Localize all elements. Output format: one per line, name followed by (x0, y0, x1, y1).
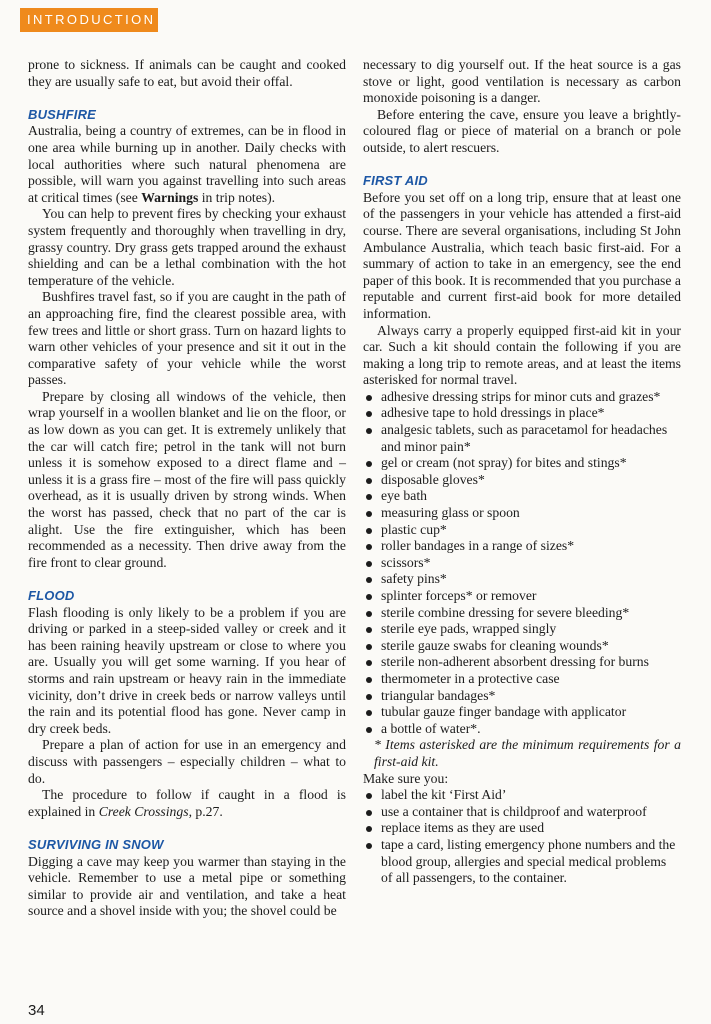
section-header: INTRODUCTION (20, 8, 158, 32)
flood-paragraph-3 (28, 787, 346, 820)
kit-list-item: triangular bandages* (363, 688, 681, 705)
bushfire-paragraph-4: Prepare by closing all windows of the vehicle, then wrap yourself in a woollen blanket and lie on the floor, or as low down as you can get. It is extremely unlikely that the car will catch fire; petrol in the tank will not burn unless it is somehow exposed to a direct flame and – unless it is a grass fire – most of the fire will pass quickly overhead, as it is usually driven by strong winds. When the worst has passed, check that no part of the car is alight. Use the fire extinguisher, which has been recommended as a necessity. Then drive away from the fire front to clear ground. (28, 388, 346, 570)
snow-continued-paragraph: necessary to dig yourself out. If the heat source is a gas stove or light, good ventilation is necessary as carbon monoxide poisoning is a danger. (363, 57, 681, 106)
firstaid-paragraph-2: Always carry a properly equipped first-aid kit in your car. Such a kit should contain the following if you are making a long trip to remote areas, and at least the items asterisked for normal travel. (363, 322, 681, 388)
checklist-item: use a container that is childproof and waterproof (363, 804, 681, 821)
kit-list-item: disposable gloves* (363, 472, 681, 489)
kit-list-item: sterile combine dressing for severe bleeding* (363, 605, 681, 622)
checklist-item: tape a card, listing emergency phone numbers and the blood group, allergies and special medical problems of all passengers, to the container. (363, 837, 681, 887)
right-column (363, 57, 681, 887)
firstaid-heading: FIRST AID (363, 173, 428, 189)
kit-list-item: gel or cream (not spray) for bites and stings* (363, 455, 681, 472)
kit-list-item: a bottle of water*. (363, 721, 681, 738)
flood-p3-page: , p.27. (188, 803, 223, 819)
kit-items-list (363, 389, 681, 737)
bushfire-paragraph-1: Australia, being a country of extremes, can be in flood in one area while burning up in another. Daily checks with local authorities where such natural phenomena are possible, will warn you against travelling into such areas at critical times (see Warnings in trip notes). (28, 123, 346, 205)
kit-list-item: adhesive tape to hold dressings in place* (363, 405, 681, 422)
bushfire-paragraph-3: Bushfires travel fast, so if you are caught in the path of an approaching fire, find the clearest possible area, with few trees and little or short grass. Turn on hazard lights to warn other vehicles of your presence and sit it out in the comparative safety of your vehicle while the worst passes. (28, 289, 346, 388)
checklist (363, 787, 681, 887)
flood-paragraph-1: Flash flooding is only likely to be a problem if you are driving or parked in a steep-sided valley or creek and it has been raining heavily upstream or close to where you are. Usually you will get some warning. If you hear of storms and rain upstream or heavy rain in the immediate vicinity, don’t drive in creek beds or narrow valleys until the rain and its potential flood has gone. Never camp in dry creek beds. (28, 604, 346, 736)
bushfire-heading: BUSHFIRE (28, 106, 97, 122)
kit-list-item: adhesive dressing strips for minor cuts and grazes* (363, 389, 681, 406)
checklist-item: replace items as they are used (363, 820, 681, 837)
kit-list-item: thermometer in a protective case (363, 671, 681, 688)
firstaid-paragraph-1: Before you set off on a long trip, ensure that at least one of the passengers in your vehicle has attended a first-aid course. There are several organisations, including St John Ambulance Australia, which teach basic first-aid. For a summary of action to take in an emergency, see the end paper of this book. It is recommended that you purchase a reputable and current first-aid book for more detailed information. (363, 189, 681, 321)
flood-heading: FLOOD (28, 588, 75, 603)
kit-list-item: roller bandages in a range of sizes* (363, 538, 681, 555)
kit-list-item: sterile eye pads, wrapped singly (363, 621, 681, 638)
asterisk-note: * Items asterisked are the minimum requirements for a first-aid kit. (374, 737, 681, 769)
intro-paragraph: prone to sickness. If animals can be caught and cooked they are usually safe to eat, but avoid their offal. (28, 57, 346, 89)
kit-list-item: sterile gauze swabs for cleaning wounds* (363, 638, 681, 655)
kit-list-item: measuring glass or spoon (363, 505, 681, 522)
left-column (28, 57, 346, 920)
kit-list-item: scissors* (363, 555, 681, 572)
kit-list-item: plastic cup* (363, 522, 681, 539)
kit-list-item: analgesic tablets, such as paracetamol for headaches and minor pain* (363, 422, 681, 455)
kit-list-item: eye bath (363, 488, 681, 505)
bushfire-paragraph-2: You can help to prevent fires by checking your exhaust system frequently and thoroughly when travelling in dry, grassy country. Dry grass gets trapped around the exhaust shielding and can be a lethal combination with the hot temperature of the vehicle. (28, 206, 346, 288)
checklist-item: label the kit ‘First Aid’ (363, 787, 681, 804)
creek-crossings-reference: Creek Crossings (98, 803, 189, 819)
kit-list-item: tubular gauze finger bandage with applicator (363, 704, 681, 721)
kit-list-item: splinter forceps* or remover (363, 588, 681, 605)
snow-paragraph-1: Digging a cave may keep you warmer than staying in the vehicle. Remember to use a metal pipe or something similar to provide air and ventilation, and take a heat source and a shovel inside with you; the shovel could be (28, 853, 346, 919)
snow-paragraph-2: Before entering the cave, ensure you leave a brightly-coloured flag or piece of material on a branch or pole outside, to alert rescuers. (363, 106, 681, 155)
kit-list-item: safety pins* (363, 571, 681, 588)
flood-p3-text: The procedure to follow if caught in a flood is explained in (28, 787, 346, 819)
snow-heading: SURVIVING IN SNOW (28, 836, 164, 852)
kit-list-item: sterile non-adherent absorbent dressing for burns (363, 654, 681, 671)
flood-paragraph-2: Prepare a plan of action for use in an emergency and discuss with passengers – especially children – what to do. (28, 737, 346, 786)
page-number: 34 (28, 1002, 45, 1019)
make-sure-label: Make sure you: (363, 770, 449, 786)
